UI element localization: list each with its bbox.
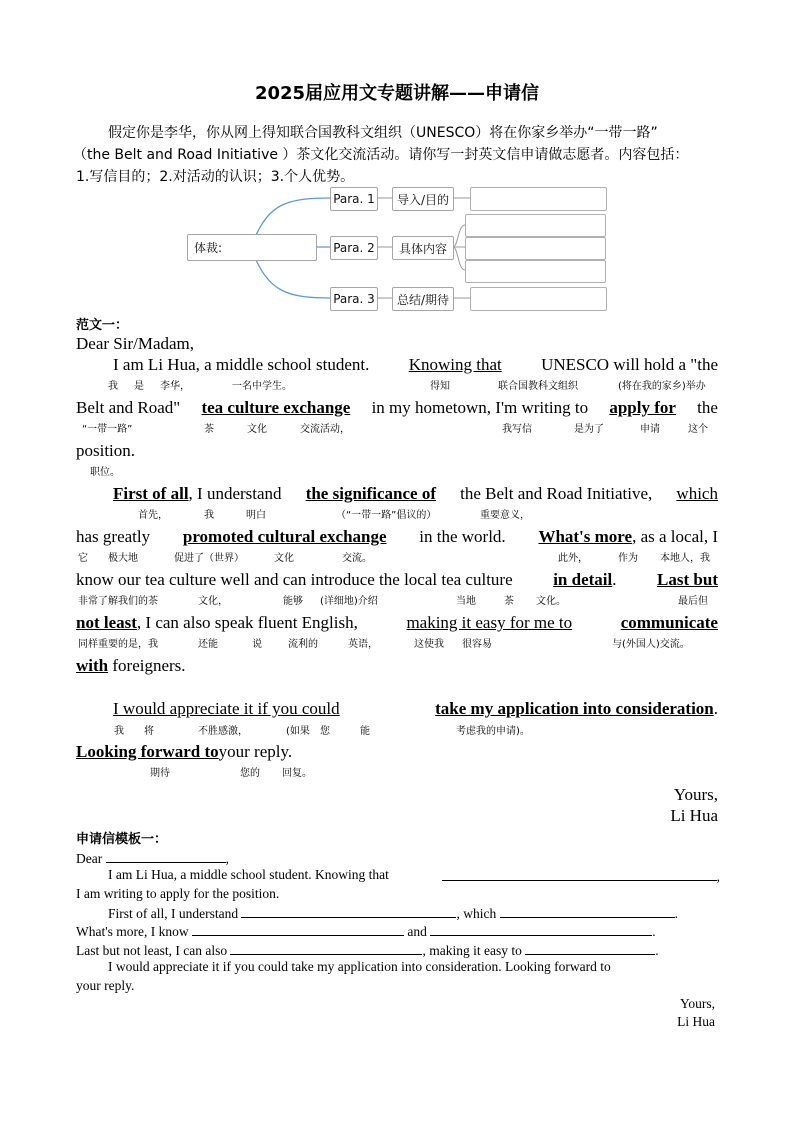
sample-text: , as a local, I: [632, 527, 718, 546]
gloss: 作为: [618, 553, 638, 564]
fill-blank[interactable]: [192, 922, 404, 936]
fill-blank[interactable]: [230, 941, 422, 955]
template-text: I am Li Hua, a middle school student. Knowing that: [108, 867, 389, 882]
template-text: Dear: [76, 851, 103, 866]
gloss-3: 职位。: [90, 467, 120, 478]
gloss: “一带一路”: [82, 424, 133, 435]
mindmap-root: 体裁:: [187, 234, 317, 261]
gloss: 促进了（世界）: [174, 553, 244, 564]
template-text: .: [655, 943, 659, 958]
sample-phrase: the significance of: [305, 484, 437, 503]
template-line-7: I would appreciate it if you could take my application into consideration. Looking forward to: [108, 959, 611, 974]
sample-text: .: [612, 570, 617, 589]
gloss: 联合国教科文组织: [498, 381, 578, 392]
fill-blank[interactable]: [241, 904, 456, 918]
template-text: First of all, I understand: [108, 906, 239, 921]
sample-phrase: apply for: [609, 398, 676, 417]
template-text: and: [407, 924, 427, 939]
gloss: (详细地)介绍: [320, 596, 378, 607]
mindmap-label-1: 导入/目的: [392, 187, 454, 211]
template-text: What's more, I know: [76, 924, 189, 939]
gloss: 考虑我的申请)。: [456, 726, 530, 737]
gloss: 很容易: [462, 639, 492, 650]
gloss: 还能: [198, 639, 218, 650]
gloss: 流利的: [288, 639, 318, 650]
template-line-2: [108, 867, 720, 885]
sample-phrase: Last but: [657, 570, 718, 589]
gloss: 当地: [456, 596, 476, 607]
gloss: （“一带一路”倡议的）: [336, 510, 437, 521]
gloss: 交流活动，: [300, 424, 350, 435]
gloss: 此外，: [558, 553, 588, 564]
gloss: 同样重要的是，我: [78, 639, 158, 650]
mindmap-blank-2b: [465, 237, 606, 260]
gloss: 是: [134, 381, 144, 392]
template-header: 申请信模板一：: [76, 832, 168, 847]
gloss: 您: [320, 726, 330, 737]
gloss: 明白: [246, 510, 266, 521]
sample-line-7: [76, 613, 718, 633]
sample-text: foreigners.: [112, 656, 186, 675]
template-text: .: [652, 924, 656, 939]
sample-text: in the world.: [419, 527, 506, 546]
template-text: , making it easy to: [422, 943, 522, 958]
sample-text: has greatly: [76, 527, 151, 546]
sample-text: the: [697, 398, 718, 417]
sample-phrase: I would appreciate it if you could: [113, 699, 340, 718]
gloss: 李华，: [160, 381, 190, 392]
sample-line-6: [76, 570, 718, 590]
prompt-line-2: （the Belt and Road Initiative ）茶文化交流活动。请你写一封英文信申请做志愿者。内容包括：: [73, 147, 689, 163]
mindmap-label-3: 总结/期待: [392, 287, 454, 311]
gloss: 回复。: [282, 768, 312, 779]
sample-line-2: [76, 398, 718, 418]
sample-salutation: Dear Sir/Madam,: [76, 334, 195, 353]
template-closing: Yours,: [679, 996, 715, 1011]
mindmap-blank-1: [470, 187, 607, 211]
sample-text: know our tea culture well and can introduce the local tea culture: [76, 570, 513, 589]
sample-phrase: Knowing that: [408, 355, 502, 374]
sample-header: 范文一：: [76, 318, 129, 333]
sample-line-8: [76, 656, 186, 676]
gloss: 我写信: [502, 424, 532, 435]
sample-line-1: [113, 355, 718, 375]
gloss: 它: [78, 553, 88, 564]
gloss: 一名中学生。: [232, 381, 292, 392]
gloss: 说: [252, 639, 262, 650]
sample-phrase: First of all: [113, 484, 189, 503]
gloss: 得知: [430, 381, 450, 392]
template-line-6: [76, 941, 659, 959]
gloss: 不胜感激，: [198, 726, 248, 737]
gloss: 重要意义，: [480, 510, 530, 521]
gloss: 能够: [283, 596, 303, 607]
sample-phrase: not least: [76, 613, 137, 632]
prompt-line-3: 1.写信目的；2.对活动的认识；3.个人优势。: [76, 169, 355, 185]
sample-phrase: with: [76, 656, 109, 675]
mindmap-blank-2a: [465, 214, 606, 237]
mindmap-connectors: [0, 0, 794, 320]
gloss: 交流。: [342, 553, 372, 564]
template-line-3: I am writing to apply for the position.: [76, 886, 280, 901]
sample-phrase: What's more: [538, 527, 633, 546]
template-line-1: [76, 849, 229, 867]
mindmap-blank-2c: [465, 260, 606, 283]
sample-signature: Li Hua: [670, 806, 718, 825]
gloss: 我: [114, 726, 124, 737]
gloss: (如果: [286, 726, 310, 737]
sample-line-9: [113, 699, 718, 719]
sample-phrase: making it easy for me to: [406, 613, 573, 632]
sample-phrase: promoted cultural exchange: [182, 527, 387, 546]
mindmap-para-1: Para. 1: [330, 187, 378, 211]
sample-phrase: communicate: [620, 613, 718, 632]
sample-closing: Yours,: [673, 785, 718, 804]
gloss: 我: [204, 510, 214, 521]
template-line-5: [76, 922, 656, 940]
sample-line-5: [76, 527, 718, 547]
sample-text: , I understand: [188, 484, 282, 503]
gloss: 与(外国人)交流。: [612, 639, 690, 650]
mindmap-para-2: Para. 2: [330, 236, 378, 260]
template-text: ,: [716, 869, 720, 884]
template-line-4: [108, 904, 678, 922]
gloss: 这个: [688, 424, 708, 435]
gloss: 将: [144, 726, 154, 737]
sample-text: I am Li Hua, a middle school student.: [113, 355, 370, 374]
gloss: 极大地: [108, 553, 138, 564]
fill-blank[interactable]: [500, 904, 675, 918]
template-text: , which: [456, 906, 497, 921]
mindmap-label-2: 具体内容: [392, 236, 454, 260]
prompt-line-1: 假定你是李华，你从网上得知联合国教科文组织（UNESCO）将在你家乡举办“一带一路”: [108, 125, 658, 141]
gloss: 这使我: [414, 639, 444, 650]
gloss: 申请: [640, 424, 660, 435]
gloss: 首先，: [138, 510, 168, 521]
gloss: 您的: [240, 768, 260, 779]
sample-text: your reply.: [218, 742, 293, 761]
gloss: 最后但: [678, 596, 708, 607]
gloss: 茶: [204, 424, 214, 435]
sample-phrase: in detail: [553, 570, 613, 589]
gloss: 文化，: [198, 596, 228, 607]
gloss: 我: [108, 381, 118, 392]
fill-blank[interactable]: [106, 849, 226, 863]
sample-phrase: which: [676, 484, 718, 503]
sample-line-3: position.: [76, 441, 136, 460]
sample-text: , I can also speak fluent English,: [136, 613, 358, 632]
fill-blank[interactable]: [442, 867, 717, 881]
sample-phrase: tea culture exchange: [201, 398, 351, 417]
gloss: (将在我的家乡)举办: [618, 381, 706, 392]
sample-text: the Belt and Road Initiative,: [460, 484, 653, 503]
sample-text: .: [713, 699, 718, 718]
template-text: ,: [225, 851, 229, 866]
gloss: 非常了解我们的茶: [78, 596, 158, 607]
sample-text: UNESCO will hold a "the: [541, 355, 718, 374]
sample-text: in my hometown, I'm writing to: [371, 398, 589, 417]
sample-phrase: Looking forward to: [76, 742, 219, 761]
gloss: 英语，: [348, 639, 378, 650]
mindmap-blank-3: [470, 287, 607, 311]
gloss: 文化。: [536, 596, 566, 607]
sample-phrase: take my application into consideration: [435, 699, 714, 718]
fill-blank[interactable]: [525, 941, 655, 955]
template-text: .: [674, 906, 678, 921]
page-title: 2025届应用文专题讲解——申请信: [254, 83, 540, 104]
sample-line-4: [113, 484, 718, 504]
sample-line-10: [76, 742, 292, 762]
fill-blank[interactable]: [430, 922, 652, 936]
sample-text: Belt and Road": [76, 398, 181, 417]
gloss: 文化: [247, 424, 267, 435]
gloss: 本地人，我: [660, 553, 710, 564]
template-signature: Li Hua: [677, 1014, 715, 1029]
gloss: 文化: [274, 553, 294, 564]
gloss: 是为了: [574, 424, 604, 435]
template-text: Last but not least, I can also: [76, 943, 228, 958]
gloss: 能: [360, 726, 370, 737]
template-line-8: your reply.: [76, 978, 135, 993]
gloss: 期待: [150, 768, 170, 779]
gloss: 茶: [504, 596, 514, 607]
mindmap-para-3: Para. 3: [330, 287, 378, 311]
